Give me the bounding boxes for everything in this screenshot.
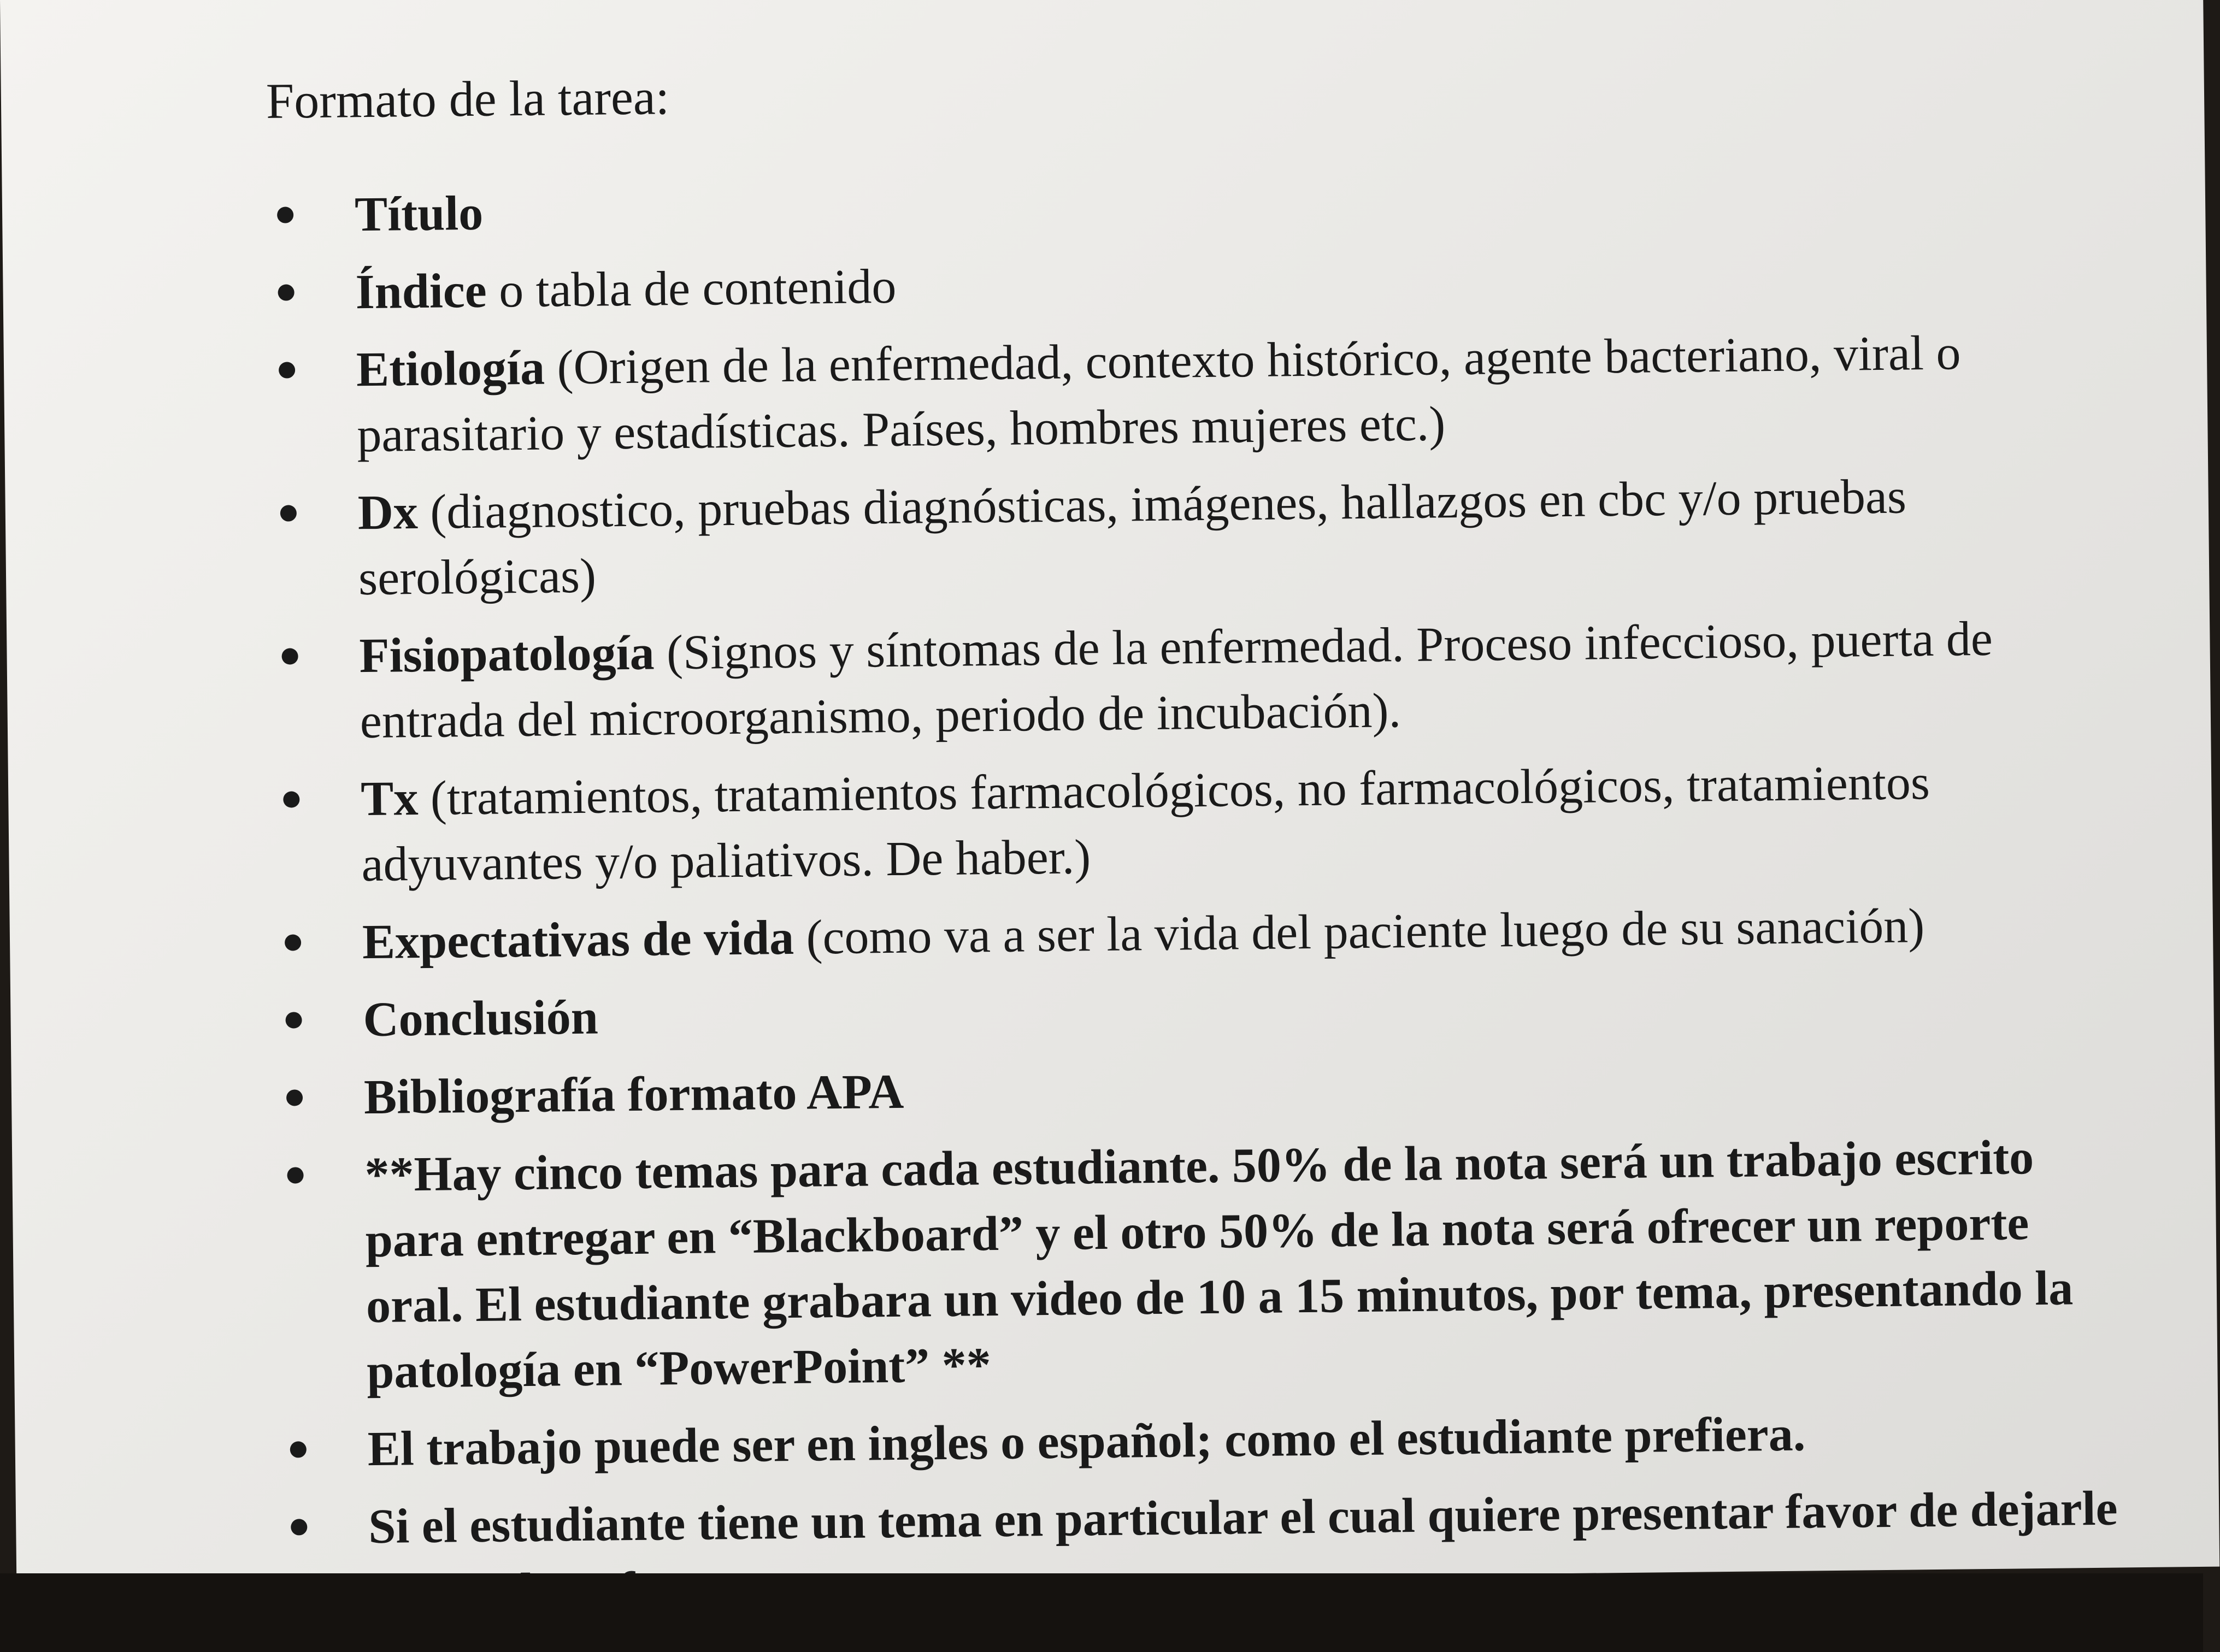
item-text: (Signos y síntomas de la enfermedad. Proceso infeccioso, puerta de entrada del microorganismo, periodo de incubación). (360, 611, 1993, 749)
assignment-format-heading: Formato de la tarea: (266, 69, 670, 129)
list-item-tx (273, 748, 2132, 899)
list-item-fisiopatologia (272, 605, 2130, 756)
list-item-etiologia (269, 318, 2128, 469)
item-text: (tratamientos, tratamientos farmacológicos, no farmacológicos, tratamientos adyuvantes y/o paliativos. De haber.) (361, 756, 1930, 892)
item-label: Bibliografía formato APA (363, 1064, 904, 1125)
list-item-titulo (267, 163, 2125, 249)
item-label: Conclusión (363, 990, 599, 1047)
item-label: Fisiopatología (359, 626, 655, 683)
bullet-icon (285, 934, 301, 951)
item-label: Etiología (356, 340, 545, 397)
bullet-icon (286, 1089, 303, 1106)
bullet-icon (281, 648, 298, 664)
bullet-icon (290, 1441, 307, 1458)
document-page (266, 51, 2140, 1638)
list-item-indice (268, 241, 2126, 326)
bullet-icon (279, 362, 295, 378)
bullet-icon (278, 284, 294, 300)
item-text: Si el estudiante tiene un tema en particular el cual quiere presentar favor de dejarle (368, 1481, 2118, 1554)
item-text: (como va a ser la vida del paciente luego de su sanación) (793, 899, 1925, 965)
item-label: Tx (360, 771, 419, 827)
item-text: (diagnostico, pruebas diagnósticas, imágenes, hallazgos en cbc y/o pruebas serológicas) (358, 469, 1907, 606)
bullet-icon (280, 505, 297, 521)
item-text: El trabajo puede ser en ingles o español; como el estudiante prefiera. (367, 1407, 1806, 1477)
item-text: (Origen de la enfermedad, contexto histórico, agente bacteriano, viral o parasitario y estadísticas. Países, hombres mujeres etc.) (356, 326, 1961, 463)
format-list (267, 163, 2140, 1626)
list-item-dx (270, 462, 2129, 612)
list-item-expectativas (274, 891, 2133, 976)
item-text: o tabla de contenido (486, 259, 897, 318)
monitor-bezel (0, 1573, 2203, 1652)
item-label: Dx (357, 485, 419, 540)
item-label: Título (354, 186, 484, 242)
bullet-icon (283, 791, 299, 807)
list-item-bibliografia (276, 1046, 2134, 1131)
bullet-icon (291, 1519, 307, 1535)
list-item-temas-note (277, 1124, 2137, 1406)
bullet-icon (285, 1012, 302, 1028)
bullet-icon (277, 206, 293, 223)
item-text: **Hay cinco temas para cada estudiante. 50% de la nota será un trabajo escrito para entregar en “Blackboard” y el otro 50% de la nota será ofrecer un reporte oral. El estudiante grabara un video de 10 a 15 minutos, por tema, presentando la patología en “PowerPoint” ** (364, 1130, 2074, 1399)
item-label: Índice (355, 263, 487, 320)
item-label: Expectativas de vida (362, 910, 794, 970)
list-item-idioma (280, 1398, 2138, 1483)
bullet-icon (287, 1167, 303, 1183)
list-item-conclusion (275, 969, 2134, 1054)
